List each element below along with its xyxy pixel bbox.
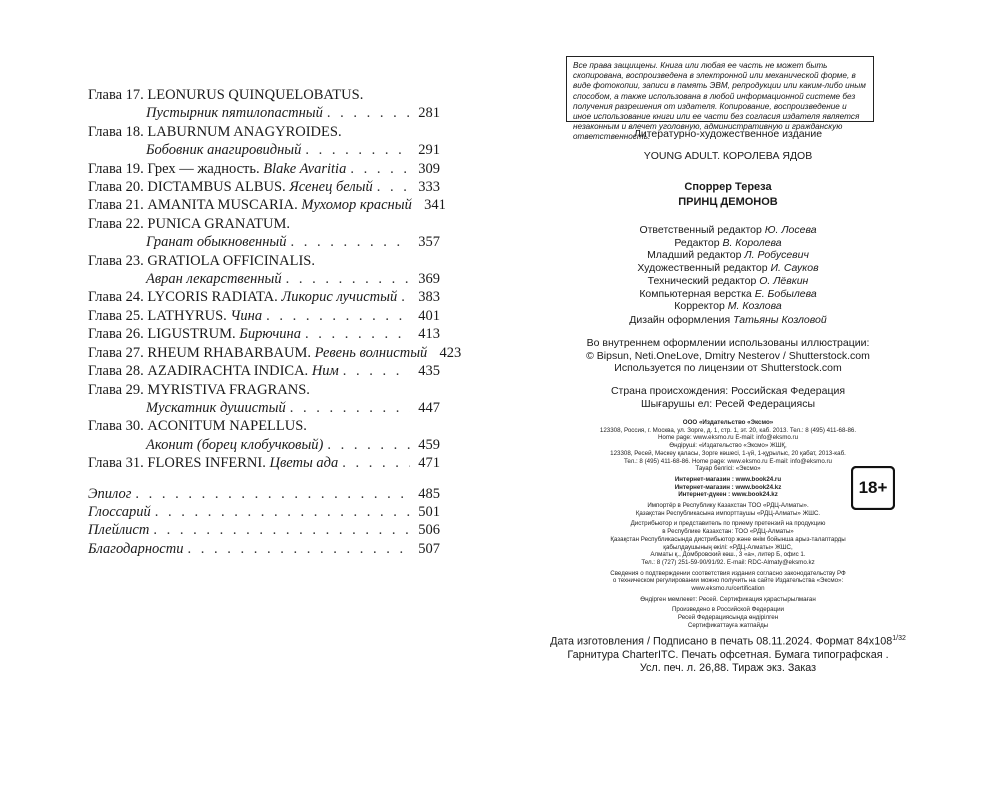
toc-entry bbox=[88, 344, 462, 362]
toc-subtitle: Blake Avaritia bbox=[263, 160, 347, 177]
toc-line bbox=[88, 344, 462, 362]
toc-title: Глава 24. LYCORIS RADIATA. bbox=[88, 289, 278, 306]
toc-leader-dots bbox=[135, 485, 410, 503]
print-line-1-text: Дата изготовления / Подписано в печать 08.11.2024. Формат 84x108 bbox=[550, 635, 893, 648]
toc-line bbox=[88, 233, 440, 251]
toc-title: Аконит (борец клобучковый) bbox=[146, 436, 324, 453]
toc-entry bbox=[88, 178, 440, 196]
toc-entry bbox=[88, 86, 440, 123]
toc-entry bbox=[88, 362, 440, 380]
toc-entry bbox=[88, 252, 440, 289]
publisher-line: Дистрибьютор и представитель по приему претензий на продукцию bbox=[630, 520, 826, 528]
publisher-line: www.eksmo.ru/certification bbox=[691, 585, 765, 593]
toc-line bbox=[88, 196, 446, 214]
credit-name: И. Сауков bbox=[770, 262, 819, 275]
toc-page-number: 383 bbox=[418, 289, 440, 306]
toc-leader-dots bbox=[342, 454, 410, 472]
toc-title: Мускатник душистый bbox=[146, 399, 286, 416]
copyright-notice: Все права защищены. Книга или любая ее часть не может быть скопирована, воспроизведена в электронной или механической форме, в виде фотокопии, записи в память ЭВМ, репродукции или каким-либо иным способом, а также использована в любой информационной системе без получения разрешения от издателя. Копирование, воспроизведение и иное использование книги или ее части без согласия издателя является незаконным и влечет уголовную, административную и гражданскую ответственность. bbox=[566, 56, 874, 122]
toc-subtitle: Чина bbox=[230, 307, 263, 324]
toc-page-number: 447 bbox=[418, 399, 440, 416]
toc-line bbox=[88, 325, 440, 343]
credit-role: Редактор bbox=[674, 236, 720, 249]
toc-subtitle: Ликорис лучистый bbox=[281, 289, 398, 306]
toc-entry bbox=[88, 196, 446, 214]
toc-page-number: 459 bbox=[418, 436, 440, 453]
credit-row bbox=[548, 262, 908, 275]
toc-title: Глава 30. ACONITUM NAPELLUS. bbox=[88, 418, 307, 435]
design-name: Татьяны Козловой bbox=[733, 314, 827, 326]
toc-back-matter bbox=[88, 503, 440, 521]
toc-page-number: 485 bbox=[418, 485, 440, 502]
format-fraction: 1/32 bbox=[892, 635, 906, 642]
publisher-line: Произведено в Российской Федерации bbox=[671, 606, 785, 614]
credit-role: Технический редактор bbox=[647, 274, 757, 287]
toc-title: Глава 22. PUNICA GRANATUM. bbox=[88, 215, 291, 232]
toc-page-number: 507 bbox=[418, 540, 440, 557]
toc-spacer bbox=[88, 473, 440, 485]
credit-name: Е. Бобылева bbox=[754, 287, 817, 300]
publisher-line: Home page: www.eksmo.ru E-mail: info@eksmo.ru bbox=[657, 434, 799, 442]
toc-page-number: 435 bbox=[418, 363, 440, 380]
toc-entry bbox=[88, 417, 440, 454]
illustration-line: Во внутреннем оформлении использованы иллюстрации: bbox=[586, 337, 870, 349]
toc-title: Глава 28. AZADIRACHTA INDICA. bbox=[88, 363, 309, 380]
toc-page-number: 501 bbox=[418, 503, 440, 520]
credit-role: Ответственный редактор bbox=[639, 224, 762, 236]
toc-entry bbox=[88, 325, 440, 343]
credit-row bbox=[548, 249, 908, 262]
print-details bbox=[548, 632, 908, 675]
toc-line bbox=[88, 399, 440, 417]
toc-entry bbox=[88, 123, 440, 160]
origin-line: Шығарушы ел: Ресей Федерациясы bbox=[640, 397, 815, 410]
publisher-line: Алматы қ., Домбровский көш., 3 «а», литер Б, офис 1. bbox=[650, 551, 806, 559]
genre-label: Литературно-художественное издание bbox=[633, 128, 823, 140]
toc-title: Глава 26. LIGUSTRUM. bbox=[88, 326, 236, 343]
toc-line bbox=[88, 123, 440, 141]
author-name: Споррер Тереза bbox=[684, 181, 772, 193]
age-rating-text: 18+ bbox=[858, 478, 888, 497]
toc-line bbox=[88, 362, 440, 380]
credit-name: В. Королева bbox=[722, 236, 782, 249]
toc-line bbox=[88, 86, 440, 104]
toc-subtitle: Мухомор красный bbox=[301, 197, 412, 214]
toc-line bbox=[88, 270, 440, 288]
toc-page-number: 506 bbox=[418, 522, 440, 539]
book-title: ПРИНЦ ДЕМОНОВ bbox=[678, 196, 778, 208]
credit-row bbox=[548, 300, 908, 313]
toc-back-matter bbox=[88, 521, 440, 539]
toc-line bbox=[88, 215, 440, 233]
toc-line bbox=[88, 104, 440, 122]
publisher-line: Қазақстан Республикасында дистрибьютор және өнім бойынша арыз-талаптарды bbox=[610, 535, 846, 543]
toc-line bbox=[88, 160, 440, 178]
toc-subtitle: Ним bbox=[311, 363, 339, 380]
publisher-line: қабылдаушының өкілі: «РДЦ-Алматы» ЖШС, bbox=[663, 543, 793, 551]
credit-role: Компьютерная верстка bbox=[639, 287, 752, 300]
toc-entry bbox=[88, 381, 440, 418]
toc-page-number: 341 bbox=[424, 197, 446, 214]
toc-entry bbox=[88, 215, 440, 252]
toc-leader-dots bbox=[377, 178, 410, 196]
publisher-line: Интернет-магазин : www.book24.kz bbox=[674, 483, 782, 491]
toc-leader-dots bbox=[327, 436, 410, 454]
toc-page-number: 333 bbox=[418, 179, 440, 196]
toc-page-number: 401 bbox=[418, 307, 440, 324]
toc-line bbox=[88, 288, 440, 306]
toc-entry bbox=[88, 454, 440, 472]
toc-leader-dots bbox=[327, 104, 410, 122]
table-of-contents bbox=[88, 86, 462, 558]
publisher-info bbox=[548, 419, 908, 630]
toc-title: Плейлист bbox=[88, 522, 150, 539]
toc-page-number: 281 bbox=[418, 105, 440, 122]
toc-title: Бобовник анагировидный bbox=[146, 142, 302, 159]
toc-title: Глоссарий bbox=[88, 503, 151, 520]
toc-subtitle: Бирючина bbox=[239, 326, 301, 343]
toc-subtitle: Ясенец белый bbox=[289, 179, 373, 196]
country-of-origin bbox=[548, 385, 908, 410]
toc-title: Гранат обыкновенный bbox=[146, 234, 287, 251]
toc-leader-dots bbox=[290, 233, 410, 251]
toc-page-number: 471 bbox=[418, 455, 440, 472]
toc-leader-dots bbox=[350, 160, 410, 178]
toc-subtitle: Ревень волнистый bbox=[314, 344, 428, 361]
toc-page-number: 357 bbox=[418, 234, 440, 251]
publisher-line: Тел.: 8 (495) 411-68-86. Home page: www.eksmo.ru E-mail: info@eksmo.ru bbox=[624, 457, 832, 465]
credit-name: Ю. Лосева bbox=[764, 224, 817, 236]
credit-name: Л. Робусевич bbox=[744, 249, 809, 262]
publisher-line: ООО «Издательство «Эксмо» bbox=[682, 419, 774, 426]
credit-name: О. Лёвкин bbox=[759, 274, 809, 287]
toc-entry bbox=[88, 160, 440, 178]
toc-title: Эпилог bbox=[88, 485, 132, 502]
toc-leader-dots bbox=[266, 307, 410, 325]
series-name: YOUNG ADULT. КОРОЛЕВА ЯДОВ bbox=[643, 150, 813, 162]
illustration-line: Используется по лицензии от Shutterstock.com bbox=[614, 362, 842, 375]
toc-line bbox=[88, 436, 440, 454]
publisher-line: о техническом регулировании можно получить на сайте Издательства «Эксмо»: bbox=[612, 577, 844, 585]
publisher-line: Интернет-магазин : www.book24.ru bbox=[674, 475, 782, 483]
credits-list bbox=[548, 224, 908, 313]
illustration-line: © Bipsun, Neti.OneLove, Dmitry Nesterov / Shutterstock.com bbox=[586, 349, 870, 362]
toc-line bbox=[88, 381, 440, 399]
toc-title: Глава 18. LABURNUM ANAGYROIDES. bbox=[88, 123, 342, 140]
toc-leader-dots bbox=[153, 521, 410, 539]
toc-line bbox=[88, 454, 440, 472]
toc-leader-dots bbox=[305, 141, 410, 159]
toc-leader-dots bbox=[187, 540, 410, 558]
credit-role: Младший редактор bbox=[647, 249, 742, 262]
toc-page-number: 309 bbox=[418, 160, 440, 177]
toc-back-matter bbox=[88, 540, 440, 558]
publisher-line: Өндірген мемлекет: Ресей. Сертификация қарастырылмаған bbox=[640, 595, 816, 603]
publisher-line: Қазақстан Республикасына импорттаушы «РДЦ-Алматы» ЖШС. bbox=[635, 509, 821, 517]
design-credit bbox=[548, 314, 908, 326]
toc-entry bbox=[88, 307, 440, 325]
credit-row bbox=[548, 237, 908, 250]
publisher-line: Сертификаттауға жатпайды bbox=[687, 621, 769, 629]
design-role: Дизайн оформления bbox=[629, 314, 731, 326]
toc-leader-dots bbox=[305, 325, 410, 343]
toc-title: Пустырник пятилопастный bbox=[146, 105, 323, 122]
print-line-1 bbox=[548, 632, 908, 649]
toc-line bbox=[88, 307, 440, 325]
toc-line bbox=[88, 178, 440, 196]
publisher-line: Сведения о подтверждении соответствия издания согласно законодательству РФ bbox=[610, 569, 846, 577]
toc-back-matter bbox=[88, 485, 440, 503]
toc-title: Глава 29. MYRISTIVA FRAGRANS. bbox=[88, 381, 310, 398]
publisher-line: Импортёр в Республику Казахстан ТОО «РДЦ-Алматы». bbox=[647, 502, 809, 510]
publisher-line: Ресей Федерациясында өндірілген bbox=[677, 614, 779, 622]
print-line-3: Усл. печ. л. 26,88. Тираж экз. Заказ bbox=[639, 661, 817, 674]
toc-subtitle: Цветы ада bbox=[269, 455, 339, 472]
toc-title: Глава 27. RHEUM RHABARBAUM. bbox=[88, 344, 311, 361]
toc-leader-dots bbox=[290, 399, 410, 417]
toc-leader-dots bbox=[343, 362, 410, 380]
toc-leader-dots bbox=[401, 288, 410, 306]
toc-leader-dots bbox=[155, 503, 410, 521]
toc-title: Глава 20. DICTAMBUS ALBUS. bbox=[88, 179, 286, 196]
credit-role: Художественный редактор bbox=[637, 262, 768, 275]
credit-row bbox=[548, 288, 908, 301]
toc-leader-dots bbox=[286, 270, 410, 288]
credit-row bbox=[548, 275, 908, 288]
publisher-line: 123308, Ресей, Мәскеу қаласы, Зорге көшесі, 1-үй, 1-құрылыс, 20 қабат, 2013-каб. bbox=[610, 449, 846, 457]
publisher-line: Тел.: 8 (727) 251-59-90/91/92. E-mail: RDC-Almaty@eksmo.kz bbox=[641, 558, 815, 566]
print-line-2: Гарнитура CharterITC. Печать офсетная. Бумага типографская . bbox=[567, 648, 889, 661]
toc-title: Глава 23. GRATIOLA OFFICINALIS. bbox=[88, 252, 315, 269]
credit-row bbox=[548, 224, 908, 237]
toc-line bbox=[88, 141, 440, 159]
toc-title: Глава 25. LATHYRUS. bbox=[88, 307, 227, 324]
credit-name: М. Козлова bbox=[727, 300, 782, 313]
toc-page-number: 423 bbox=[439, 344, 462, 361]
toc-title: Глава 31. FLORES INFERNI. bbox=[88, 455, 266, 472]
toc-title: Благодарности bbox=[88, 540, 184, 557]
toc-line bbox=[88, 417, 440, 435]
toc-title: Глава 17. LEONURUS QUINQUELOBATUS. bbox=[88, 87, 364, 103]
publisher-line: в Республике Казахстан: ТОО «РДЦ-Алматы» bbox=[662, 528, 794, 536]
illustrations-credit bbox=[548, 337, 908, 375]
toc-title: Авран лекарственный bbox=[146, 271, 282, 288]
origin-line: Страна происхождения: Российская Федерация bbox=[610, 385, 846, 397]
toc-page-number: 369 bbox=[418, 271, 440, 288]
toc-line bbox=[88, 252, 440, 270]
credit-role: Корректор bbox=[674, 300, 725, 313]
toc-page-number: 291 bbox=[418, 142, 440, 159]
publisher-line: Тауар белгісі: «Эксмо» bbox=[695, 465, 761, 473]
toc-page-number: 413 bbox=[418, 326, 440, 343]
toc-entry bbox=[88, 288, 440, 306]
publisher-line: 123308, Россия, г. Москва, ул. Зорге, д. 1, стр. 1, эт. 20, каб. 2013. Тел.: 8 (495) 411-68-86. bbox=[599, 426, 857, 434]
toc-title: Глава 19. Грех — жадность. bbox=[88, 160, 260, 177]
publisher-line: Өндіруші: «Издательство «Эксмо» ЖШҚ, bbox=[669, 442, 787, 450]
publisher-line: Интернет-дүкен : www.book24.kz bbox=[678, 491, 778, 499]
toc-title: Глава 21. AMANITA MUSCARIA. bbox=[88, 197, 298, 214]
